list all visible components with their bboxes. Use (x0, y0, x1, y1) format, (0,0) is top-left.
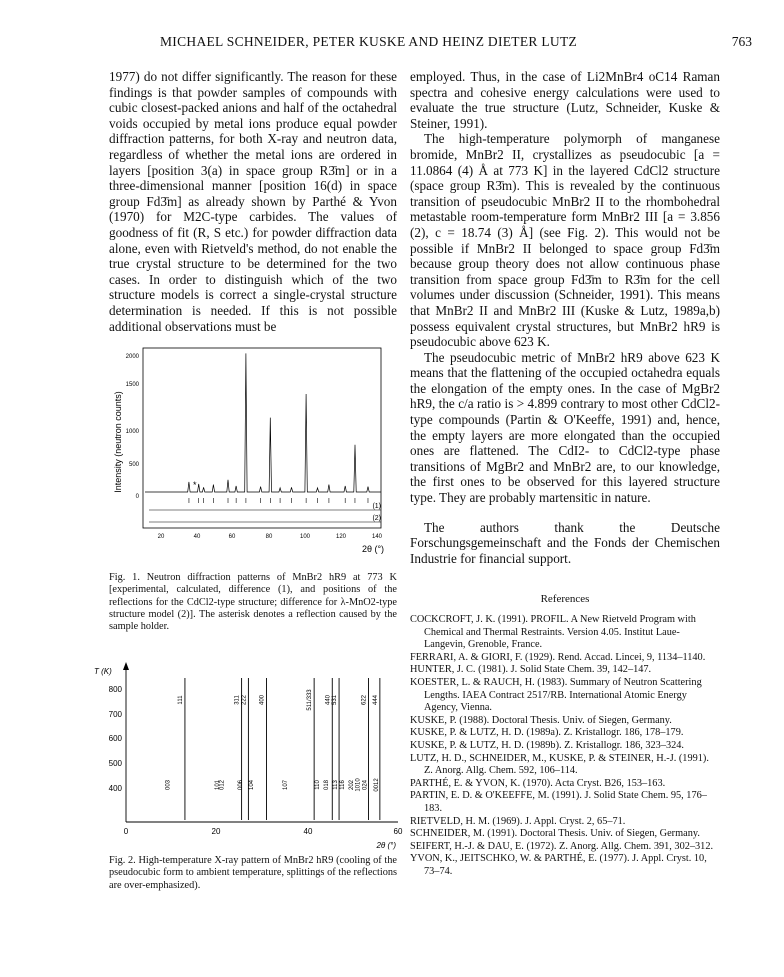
reference-item: HUNTER, J. C. (1981). J. Solid State Chem. 39, 142–147. (410, 664, 652, 676)
fig2-ytick: 800 (108, 685, 122, 694)
running-title: MICHAEL SCHNEIDER, PETER KUSKE AND HEINZ DIETER LUTZ (160, 34, 578, 49)
fig2-upper-label: 400 (259, 694, 266, 706)
fig2-ytick: 600 (108, 734, 122, 743)
fig1-ylabel: Intensity (neutron counts) (113, 391, 123, 493)
figure-2-caption: Fig. 2. High-temperature X-ray pattern of MnBr2 hR9 (cooling of the pseudocubic form to ambient temperature, splittings of the reflections are over-emphasized). (109, 855, 397, 891)
fig2-lower-label: 116 (339, 780, 346, 790)
fig2-lower-label: 104 (249, 779, 256, 791)
fig2-upper-label: 440 (325, 694, 332, 706)
reference-item: KUSKE, P. (1988). Doctoral Thesis. Univ. of Siegen, Germany. (410, 714, 672, 726)
fig2-reflection-lines (185, 678, 380, 820)
fig2-lower-label: 107 (283, 779, 290, 791)
right-column-text (410, 69, 720, 878)
fig2-upper-label: 531 (332, 694, 339, 706)
references-heading: References (540, 593, 590, 606)
figure-1-neutron-pattern (109, 342, 401, 564)
reference-item: COCKCROFT, J. K. (1991). PROFIL. A New Rietveld Program with Chemical and Thermal Restraints. Version 4.05. Institut Laue-Langevin, Grenoble, France. (410, 614, 696, 651)
fig1-xtick: 140 (371, 534, 383, 540)
fig1-y-ticks (126, 354, 140, 500)
fig1-ytick: 500 (128, 462, 139, 468)
figure-1-caption: Fig. 1. Neutron diffraction patterns of MnBr2 hR9 at 773 K [experimental, calculated, difference (1), and positions of the reflections for the CdCl2-type structure; difference for λ-MnO2-type structure model (2)]. The asterisk denotes a reflection caused by the sample holder. (109, 572, 397, 633)
fig2-upper-label: 222 (241, 694, 248, 706)
fig2-lower-label: 202 (348, 779, 355, 791)
reference-item: KOESTER, L. & RAUCH, H. (1983). Summary of Neutron Scattering Lengths. IAEA Contract 2517/RB. International Atomic Energy Agency, Vienna. (410, 676, 702, 714)
fig2-upper-label: 622 (361, 694, 368, 706)
left-paragraph: 1977) do not differ significantly. The reason for these findings is that powder samples of compounds with cubic closest-packed anions and half of the octahedral voids occupied by metal ions produce equal powder diffraction patterns, for both X-ray and neutron data, regardless of whether the metal ions are ordered in layers [position 3(a) in space group R3̄m] or in a three-dimensional manner [position 16(d) in space group Fd3̄m] as already shown by Parthé & Yvon (1970) for M2C-type carbides. The values of goodness of fit (R, S etc.) for powder diffraction data alone, even with Rietveld's method, do not enable the true crystal structure to be determined for the two cases. In order to distinguish which of the two structure models is correct a single-crystal structure determination is needed. If this is not possible additional observations must be (109, 69, 397, 334)
fig2-upper-label: 111 (177, 695, 184, 705)
fig2-upper-label: 444 (372, 694, 379, 706)
fig1-xlabel: 2θ (°) (361, 544, 385, 554)
fig2-lower-label: 110 (314, 780, 321, 790)
reference-item: SEIFERT, H.-J. & DAU, E. (1972). Z. Anorg. Allg. Chem. 391, 302–312. (410, 840, 714, 852)
fig2-lower-labels (165, 778, 380, 792)
acknowledgement: The authors thank the Deutsche Forschungsgemeinschaft and the Fonds der Chemischen Industrie for financial support. (410, 519, 720, 566)
right-paragraph-3: The pseudocubic metric of MnBr2 hR9 above 623 K means that the flattening of the occupied octahedra equals the elongation of the empty ones. In the case of MgBr2 hR9, the c/a ratio is > 4.899 contrary to most other CdCl2-type compounds (Partin & O'Keeffe, 1991) and, hence, the empty layers are more elongated than the occupied ones are flattened. The CdI2- to CdCl2-type phase transitions of MgBr2 and MnBr2 are, to our knowledge, the first ones to be observed for this layered structure type. They are probably martensitic in nature. (410, 349, 720, 506)
fig2-lower-label: 101 (215, 779, 222, 791)
fig2-lower-label: 1010 (355, 778, 362, 792)
fig2-ytick: 500 (108, 759, 122, 768)
fig2-xtick: 40 (303, 827, 313, 836)
fig2-lower-label: 113 (333, 780, 340, 790)
fig2-xtick: 0 (123, 827, 129, 836)
fig1-xtick: 60 (228, 534, 236, 540)
fig2-ytick: 400 (108, 784, 122, 793)
right-paragraph-2: The high-temperature polymorph of manganese bromide, MnBr2 II, crystallizes as pseudocubic [a = 11.0864 (4) Å at 773 K] in the layered CdCl2 structure (space group R3̄m). This is revealed by the continuous transition of pseudocubic MnBr2 II to the rhombohedral metastable room-temperature form MnBr2 III [a = 3.856 (2), c = 18.74 (3) Å] (see Fig. 2). This would not be possible if MnBr2 II belonged to space group Fd3̄m because group theory does not allow continuous phase transition from space group Fd3̄m to R3̄m for the cell volumes under discussion (Schneider, 1991). This means that MnBr2 II and MnBr2 III (Kuske & Lutz, 1989a,b) possess equivalent crystal structures, but MnBr2 hR9 is pseudocubic above 623 K. (410, 131, 720, 350)
reference-item: RIETVELD, H. M. (1969). J. Appl. Cryst. 2, 65–71. (410, 815, 626, 827)
fig1-label-1: (1) (372, 503, 381, 510)
fig1-pattern-trace (145, 353, 381, 492)
fig1-ytick: 1000 (125, 429, 139, 435)
fig1-x-ticks (158, 534, 383, 540)
fig2-y-arrow (123, 662, 129, 670)
reference-item: LUTZ, H. D., SCHNEIDER, M., KUSKE, P. & STEINER, H.-J. (1991). Z. Anorg. Allg. Chem. 592, 106–114. (410, 752, 709, 777)
fig1-xtick: 20 (157, 534, 165, 540)
fig1-xtick: 40 (193, 534, 201, 540)
fig2-y-ticks (109, 685, 123, 793)
reference-item: YVON, K., JEITSCHKO, W. & PARTHÉ, E. (1977). J. Appl. Cryst. 10, 73–74. (410, 853, 707, 877)
fig2-ylabel: T (K) (94, 667, 112, 676)
fig1-xtick: 120 (335, 534, 347, 540)
fig1-reflection-markers (189, 498, 368, 503)
fig1-asterisk: * (193, 480, 197, 490)
references-list (410, 614, 720, 878)
right-paragraph-1: employed. Thus, in the case of Li2MnBr4 oC14 Raman spectra and cohesive energy calculations were used to evaluate the true structure (Lutz, Schneider, Kuske & Steiner, 1991). (410, 69, 720, 131)
fig2-upper-label: 311 (234, 695, 241, 705)
running-header (0, 34, 784, 54)
fig1-xtick: 100 (299, 534, 311, 540)
reference-item: PARTIN, E. D. & O'KEEFFE, M. (1991). J. Solid State Chem. 95, 176–183. (410, 790, 707, 814)
fig2-upper-label: 511/333 (307, 689, 314, 711)
fig2-lower-label: 0012 (373, 778, 380, 792)
fig2-lower-label: 006 (237, 779, 244, 791)
page-number: 763 (731, 34, 752, 49)
fig1-ytick: 2000 (125, 354, 139, 360)
fig2-xtick: 60 (393, 827, 403, 836)
reference-item: SCHNEIDER, M. (1991). Doctoral Thesis. Univ. of Siegen, Germany. (410, 828, 700, 840)
fig2-lower-label: 003 (165, 779, 172, 791)
fig2-upper-labels (178, 689, 379, 711)
reference-item: KUSKE, P. & LUTZ, H. D. (1989b). Z. Kristallogr. 186, 323–324. (410, 739, 684, 751)
left-column-text (109, 69, 397, 334)
reference-item: FERRARI, A. & GIORI, F. (1929). Rend. Accad. Lincei, 9, 1134–1140. (410, 651, 706, 663)
fig2-lower-label: 024 (362, 779, 369, 791)
reference-item: PARTHÉ, E. & YVON, K. (1970). Acta Cryst. B26, 153–163. (410, 777, 666, 789)
fig2-xlabel: 2θ (°) (376, 841, 396, 850)
fig1-label-2: (2) (372, 515, 381, 522)
reference-item: KUSKE, P. & LUTZ, H. D. (1989a). Z. Kristallogr. 186, 178–179. (410, 727, 684, 739)
figure-2-xray-pattern (92, 660, 412, 852)
fig2-lower-label: 018 (324, 779, 330, 791)
fig1-pattern-line (145, 353, 381, 492)
fig1-ytick: 0 (135, 494, 139, 500)
fig1-xtick: 80 (265, 534, 273, 540)
fig2-ytick: 700 (108, 710, 122, 719)
fig2-lower-label: 012 (219, 779, 226, 791)
fig2-x-ticks (124, 827, 403, 836)
fig1-ytick: 1500 (125, 382, 139, 388)
fig2-xtick: 20 (211, 827, 221, 836)
